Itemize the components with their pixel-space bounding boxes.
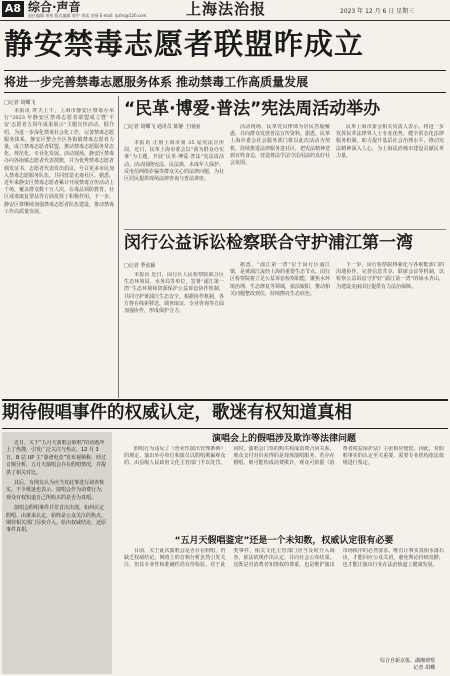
commentary-signature: [380, 658, 435, 672]
article2-headline: “民革·博爱·普法”宪法周活动举办: [124, 99, 381, 119]
commentary-headline-rule: [2, 428, 448, 429]
lead-body: 本报讯 昨天上午，上海市静安区禁毒办举行“2023 年静安区禁毒志愿者联盟成立暨‘平安’志愿者五周年成果展示”主题宣传活动。据介绍，为进一步深化禁毒社会化工作，完善禁毒志愿服务体系，静安区整合全区各街镇禁毒志愿者力量，成立禁毒志愿者联盟，推动禁毒志愿服务常态化、规范化、专业化发展。活动现场，静安区禁毒办向各街镇志愿者代表授旗，并为优秀禁毒志愿者颁发证书。志愿者代表发出倡议，号召更多市民加入禁毒志愿服务队伍，共同营造无毒社区。据悉，近年来静安区禁毒志愿者累计开展禁毒宣传活动上千场，覆盖群众数十万人次，在毒品预防教育、社区戒毒康复帮扶等方面发挥了积极作用。下一步，静安区将继续加强禁毒志愿者队伍建设，推动禁毒工作高质量发展。: [4, 108, 114, 215]
commentary-body-part2: 目前，关于此次演唱会是否存在假唱，仍缺乏权威结论。网络上的音频分析虽然引发关注，但其专业性和准确性尚有待检验。对于此类事件，相关文化主管部门应当及时介入调查，依法依规作出认定，并向社会公布结果。这既是对消费者知情权的尊重，也是维护演出市场秩序的必然要求。唯有让事实真相水落石出，才能回应公众关切，避免舆论持续发酵，也才能让演出行业在法治轨道上健康发展。: [124, 548, 444, 569]
editor-note-paragraph: 其后，有网友认为应当对此事进行调查核实，不少歌迷也表示，演唱会作为消费行为，观众有权知道自己所购买的是否为真唱。: [6, 480, 107, 501]
commentary-body-part1: 假唱行为违反了《营业性演出管理条例》的规定，演出举办单位和演员以假唱欺骗观众的，由县级人民政府文化主管部门予以处罚。同时，演唱会门票的购买构成消费合同关系，观众支付对价获得的是现场演唱服务，若存在假唱，则可能构成消费欺诈，观众可依据《消费者权益保护法》主张相应赔偿。因此，对假唱事实的认定至关重要，需要专业机构依法依规进行鉴定。: [124, 446, 444, 467]
article2-rule: [124, 229, 446, 230]
lead-byline: □记者 胡蝶飞: [4, 100, 36, 106]
editor-note: [6, 440, 108, 670]
lead-headline: 静安禁毒志愿者联盟昨成立: [4, 27, 365, 61]
editor-note-paragraph: 近日，关于“五月天演唱会假唱”的话题冲上了热搜，引发广泛关注与热议。12 月 3 日，B 站 UP 主“靠谱电竞”发布视频称，经过音频分析，五月天演唱会存在假唱情况，并提供了相关对比。: [6, 440, 107, 476]
lead-subhead-rule: [4, 92, 446, 93]
article2-byline: □记者 胡蝶飞 通讯员 陈静 王丽丽: [124, 124, 201, 130]
article2-body-left: 本报讯 正值上海市第 35 届宪法宣传周，近日，民革上海市委会以“我为群众办实事”为主题，开展“民革·博爱·普法”宪法周活动。活动围绕宪法、民法典、未成年人保护、反电信网络诈骗等群众关心的法律问题，为社区居民提供现场法律咨询与普法讲座。: [124, 140, 224, 183]
lead-headline-rule: [4, 70, 446, 71]
page-number-badge: A8: [2, 1, 24, 17]
editors-line: 责任编辑 周伟 版式编辑 郭宇 审读 宋扬 E-mail: lyzhs@126.com: [28, 13, 147, 18]
signature-editor: 记者 胡蝶: [413, 665, 436, 671]
newspaper-masthead: 上海法治报: [186, 0, 267, 18]
article2-body-mid: 活动现场，民革党员律师为居民答疑解惑，并向群众发放普法宣传资料。据悉，民革上海市委会社会服务部门将以此次活动为契机，持续推进法律服务进社区，把宪法精神送到百姓身边，营造尊法学法守法用法的良好社会氛围。: [230, 124, 330, 167]
article3-byline: □记者 季张颖: [124, 263, 156, 269]
article3-body-right: 下一步，闵行检察院将强化与各职能部门的沟通协作，完善信息共享、联席会议等机制，以检察公益诉讼守护好“浦江第一湾”的绿水青山，为建设美丽闵行提供有力法治保障。: [336, 262, 444, 290]
article2-body-right: 民革上海市委会相关负责人表示，将进一步发挥民革法律界人士专业优势，健全常态化法律服务机制，助力提升基层社会治理水平，推动宪法精神深入人心，为上海法治城市建设贡献民革力量。: [336, 124, 444, 159]
lead-subhead: 将进一步完善禁毒志愿服务体系 推动禁毒工作高质量发展: [4, 75, 309, 89]
signature-source: 综合自新京报、湖湘观察: [380, 658, 436, 664]
column-divider: [118, 96, 119, 398]
article3-body-mid: 据悉，“浦江第一湾”位于闵行区浦江镇，是黄浦江流经上海的重要生态节点。闵行区检察院将立足公益诉讼检察职能，聚焦水环境治理、生态修复等领域，依法履职，推动相关问题整改到位，持续擦亮生态底色。: [230, 262, 330, 297]
commentary-top-rule: [2, 399, 448, 401]
publication-date: 2023 年 12 月 6 日 星期三: [340, 8, 415, 15]
commentary-section-title: 演唱会上的假唱涉及欺诈等法律问题: [211, 434, 356, 444]
section-title: 综合·声音: [28, 0, 81, 14]
commentary-headline: 期待假唱事件的权威认定，歌迷有权知道真相: [2, 403, 352, 423]
commentary-subtitle: “五月天假唱鉴定”还是一个未知数，权威认定很有必要: [174, 536, 394, 546]
article3-body-left: 本报讯 近日，闵行区人民检察院联合区生态环境局、水务局等单位，签署“浦江第一湾”生态环境和资源保护公益诉讼协作机制，共同守护黄浦江生态安全。根据协作机制，各方将在线索移送、调查取证、专业咨询等方面加强协作，形成保护合力。: [124, 272, 224, 315]
editor-note-paragraph: 演唱会假唱事件并非首次出现，如何认定假唱、由谁来认定，始终是公众关注的焦点。期待相关部门尽快介入，给出权威结论，还原事件真相。: [6, 505, 107, 534]
article3-headline: 闵行公益诉讼检察联合守护浦江第一湾: [124, 233, 413, 253]
